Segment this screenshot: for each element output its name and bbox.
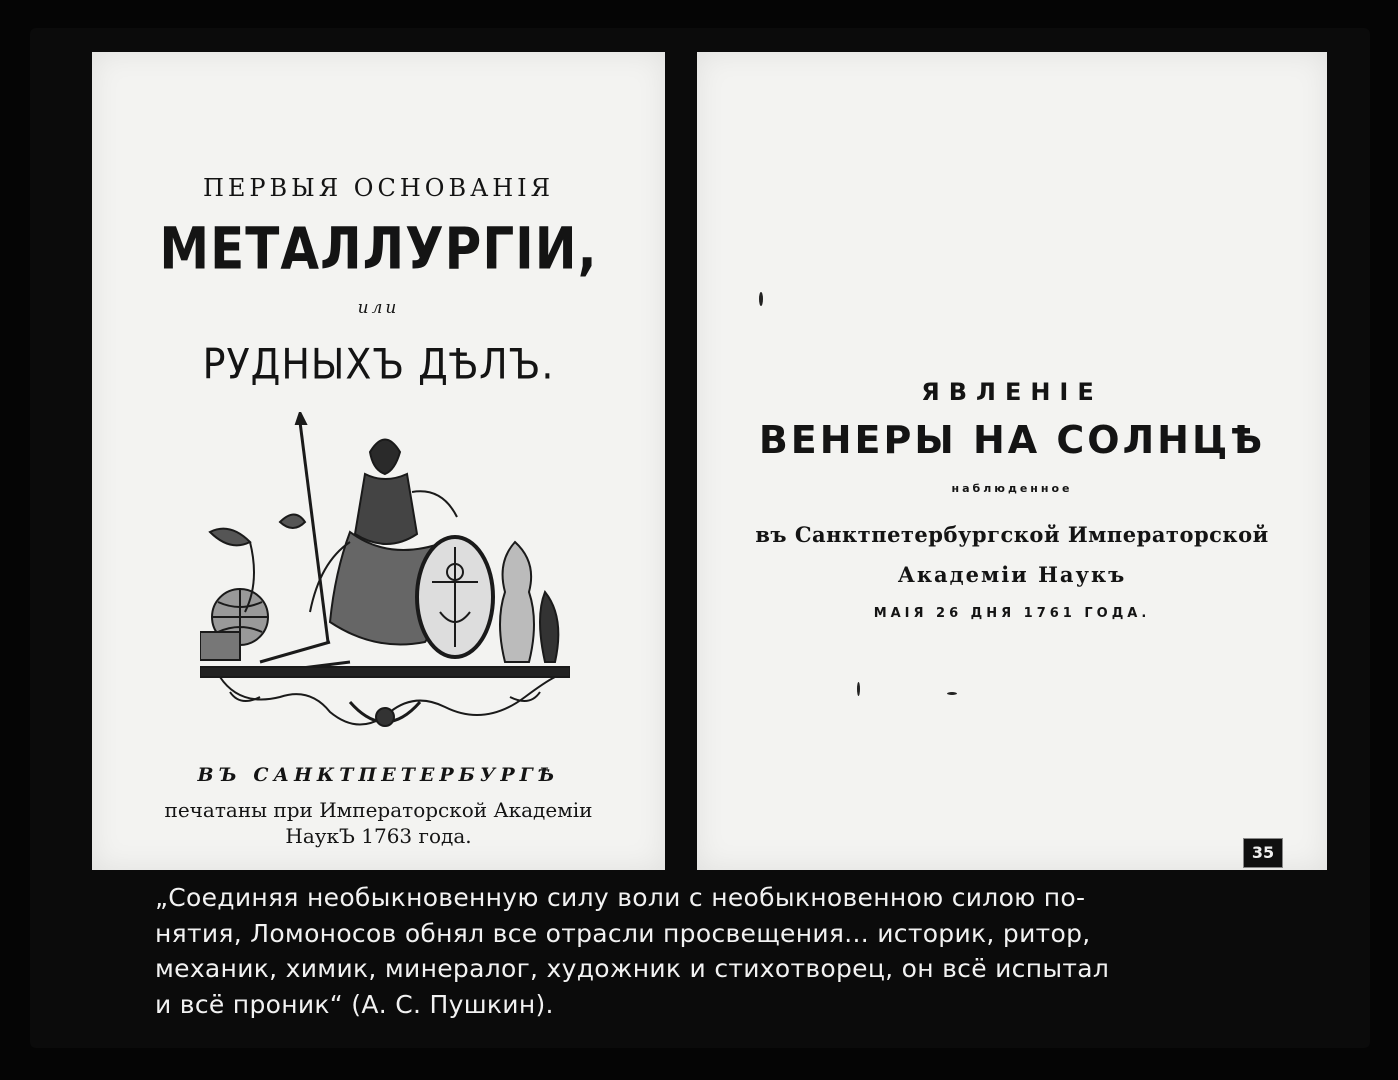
- caption-line-3: механик, химик, минералог, художник и стихотворец, он всё испытал: [155, 954, 1110, 983]
- imprint-year: НаукЪ 1763 года.: [285, 824, 472, 848]
- title-page-metallurgy: [92, 52, 665, 870]
- quote-caption: [155, 880, 1285, 1022]
- title-line-4: РУДНЫХЪ ДѢЛЪ.: [202, 339, 555, 389]
- caption-line-1: „Соединяя необыкновенную силу воли с необыкновенною силою по-: [155, 883, 1086, 912]
- venus-title-line-5: Академіи Наукъ: [897, 562, 1127, 587]
- allegorical-engraving: [200, 412, 570, 742]
- title-line-1: ПЕРВЫЯ ОСНОВАНІЯ: [202, 174, 555, 202]
- caption-line-2: нятия, Ломоносов обнял все отрасли просвещения... историк, ритор,: [155, 918, 1091, 948]
- venus-title-line-2: ВЕНЕРЫ НА СОЛНЦѢ: [758, 418, 1266, 462]
- title-page-venus-transit: [697, 52, 1327, 870]
- film-speck: [857, 682, 860, 696]
- film-speck: [759, 292, 763, 306]
- imprint-city: ВЪ САНКТПЕТЕРБУРГѢ: [197, 764, 560, 786]
- venus-title-line-1: ЯВЛЕНІЕ: [921, 378, 1103, 406]
- slide-number-badge: 35: [1243, 838, 1283, 868]
- caption-line-4: и всё проник“ (А. С. Пушкин).: [155, 989, 554, 1019]
- title-line-3: или: [357, 298, 400, 318]
- venus-title-line-3: наблюденное: [951, 482, 1073, 495]
- venus-title-line-4: въ Санктпетербургской Императорской: [755, 522, 1269, 547]
- title-line-2: МЕТАЛЛУРГІИ,: [159, 215, 598, 283]
- venus-title-date: МАІЯ 26 ДНЯ 1761 ГОДА.: [873, 606, 1151, 621]
- imprint-publisher: печатаны при Императорской Академіи: [164, 798, 593, 822]
- film-speck: [947, 692, 957, 695]
